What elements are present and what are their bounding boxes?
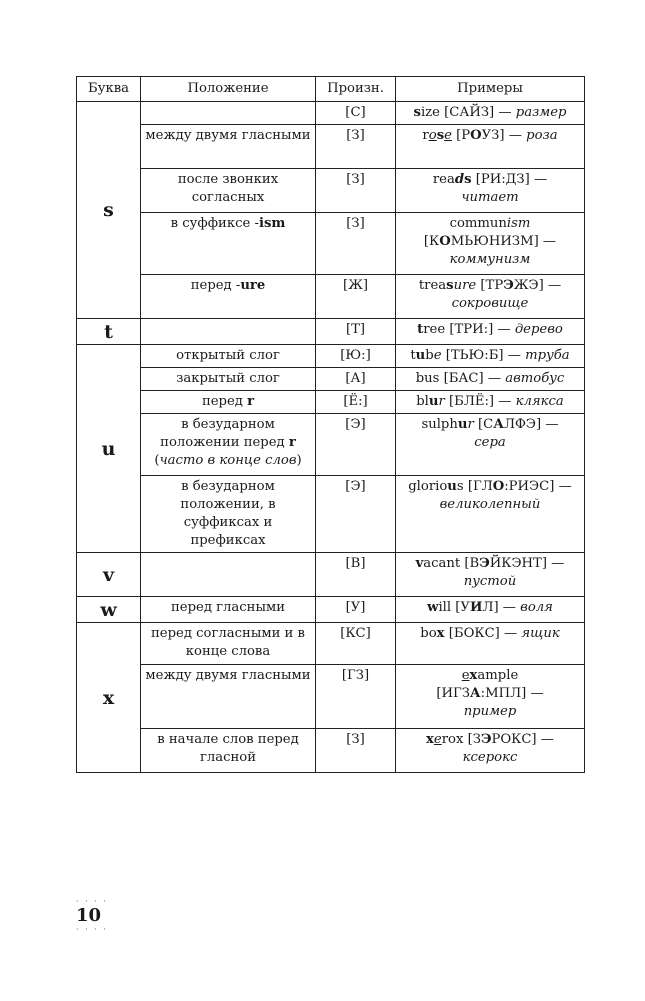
position-cell: перед r bbox=[141, 391, 316, 414]
pron-cell: [Ё:] bbox=[316, 391, 396, 414]
position-cell bbox=[141, 102, 316, 125]
table-row bbox=[77, 665, 585, 729]
header-letter: Буква bbox=[77, 77, 141, 102]
position-cell: перед гласными bbox=[141, 597, 316, 623]
position-cell: в суффиксе -ism bbox=[141, 213, 316, 275]
example-cell: communism [КОМЬЮНИЗМ] — коммунизм bbox=[396, 213, 585, 275]
pronunciation-table bbox=[76, 76, 585, 773]
table-row bbox=[77, 729, 585, 773]
pron-cell: [Э] bbox=[316, 414, 396, 476]
position-cell: после звонких согласных bbox=[141, 169, 316, 213]
header-position: Положение bbox=[141, 77, 316, 102]
header-examples: Примеры bbox=[396, 77, 585, 102]
table-row bbox=[77, 597, 585, 623]
pron-cell: [З] bbox=[316, 125, 396, 169]
example-cell: will [УИЛ] — воля bbox=[396, 597, 585, 623]
letter-s: s bbox=[77, 102, 141, 319]
pron-cell: [З] bbox=[316, 729, 396, 773]
example-cell: example [ИГЗА:МПЛ] — пример bbox=[396, 665, 585, 729]
example-cell: bus [БАС] — автобус bbox=[396, 368, 585, 391]
example-cell: box [БОКС] — ящик bbox=[396, 623, 585, 665]
example-cell: sulphur [САЛФЭ] — сера bbox=[396, 414, 585, 476]
table-row bbox=[77, 368, 585, 391]
position-cell: в безударном положении перед r (часто в конце слов) bbox=[141, 414, 316, 476]
example-cell: blur [БЛЁ:] — клякса bbox=[396, 391, 585, 414]
example-cell: size [САЙЗ] — размер bbox=[396, 102, 585, 125]
position-cell: закрытый слог bbox=[141, 368, 316, 391]
pron-cell: [Э] bbox=[316, 476, 396, 553]
example-cell: tube [ТЬЮ:Б] — труба bbox=[396, 345, 585, 368]
position-cell: в начале слов перед гласной bbox=[141, 729, 316, 773]
table-row bbox=[77, 553, 585, 597]
letter-t: t bbox=[77, 319, 141, 345]
letter-v: v bbox=[77, 553, 141, 597]
pron-cell: [В] bbox=[316, 553, 396, 597]
page-number: 10 bbox=[76, 905, 102, 926]
position-cell: открытый слог bbox=[141, 345, 316, 368]
letter-w: w bbox=[77, 597, 141, 623]
position-cell bbox=[141, 319, 316, 345]
table-row bbox=[77, 391, 585, 414]
position-cell: в безударном положении, в суффиксах и префиксах bbox=[141, 476, 316, 553]
pron-cell: [Ю:] bbox=[316, 345, 396, 368]
page-number-dots-top: · · · · bbox=[76, 897, 108, 906]
pron-cell: [КС] bbox=[316, 623, 396, 665]
table-row bbox=[77, 169, 585, 213]
example-cell: xerox [ЗЭРОКС] — ксерокс bbox=[396, 729, 585, 773]
pron-cell: [С] bbox=[316, 102, 396, 125]
table-row bbox=[77, 125, 585, 169]
letter-x: x bbox=[77, 623, 141, 773]
pron-cell: [А] bbox=[316, 368, 396, 391]
example-cell: glorious [ГЛО:РИЭС] — великолепный bbox=[396, 476, 585, 553]
table-row bbox=[77, 102, 585, 125]
pron-cell: [З] bbox=[316, 213, 396, 275]
position-cell: перед согласными и в конце слова bbox=[141, 623, 316, 665]
example-cell: tree [ТРИ:] — дерево bbox=[396, 319, 585, 345]
pron-cell: [Т] bbox=[316, 319, 396, 345]
pron-cell: [ГЗ] bbox=[316, 665, 396, 729]
header-row bbox=[77, 77, 585, 102]
table-row bbox=[77, 213, 585, 275]
table-row bbox=[77, 319, 585, 345]
example-cell: treasure [ТРЭЖЭ] — сокровище bbox=[396, 275, 585, 319]
example-cell: reads [РИ:ДЗ] — читает bbox=[396, 169, 585, 213]
table-row bbox=[77, 345, 585, 368]
letter-u: u bbox=[77, 345, 141, 553]
position-cell: между двумя гласными bbox=[141, 125, 316, 169]
table-row bbox=[77, 275, 585, 319]
pron-cell: [Ж] bbox=[316, 275, 396, 319]
example-cell: vacant [ВЭЙКЭНТ] — пустой bbox=[396, 553, 585, 597]
header-pron: Произн. bbox=[316, 77, 396, 102]
pron-cell: [З] bbox=[316, 169, 396, 213]
table-row bbox=[77, 623, 585, 665]
pron-cell: [У] bbox=[316, 597, 396, 623]
table-row bbox=[77, 414, 585, 476]
example-cell: rose [РОУЗ] — роза bbox=[396, 125, 585, 169]
table-row bbox=[77, 476, 585, 553]
position-cell: между двумя гласными bbox=[141, 665, 316, 729]
position-cell: перед -ure bbox=[141, 275, 316, 319]
position-cell bbox=[141, 553, 316, 597]
page-number-dots-bottom: · · · · bbox=[76, 925, 108, 934]
